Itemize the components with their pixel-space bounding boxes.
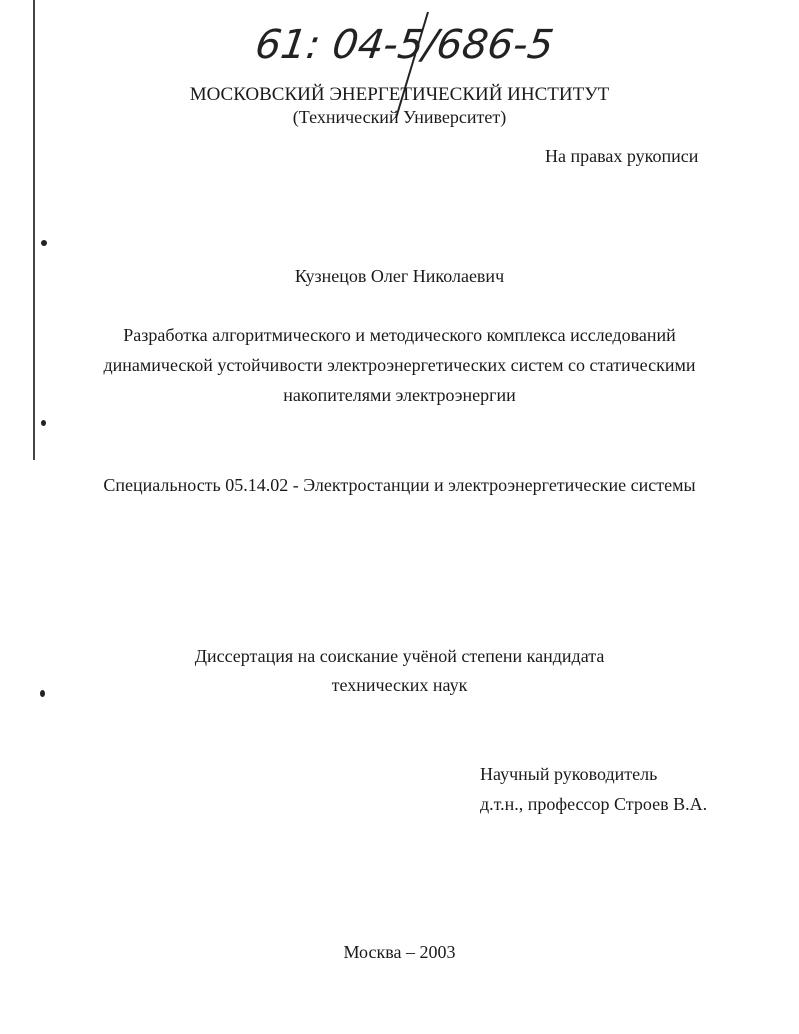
- institute-name: МОСКОВСКИЙ ЭНЕРГЕТИЧЕСКИЙ ИНСТИТУТ: [189, 84, 610, 105]
- degree-line-2: технических наук: [331, 675, 468, 695]
- svg-text:61: 04-5/686-5: 61: 04-5/686-5: [252, 22, 557, 68]
- thesis-title-line-3: накопителями электроэнергии: [283, 385, 516, 405]
- author-name: Кузнецов Олег Николаевич: [294, 266, 505, 286]
- rights-note: На правах рукописи: [545, 146, 699, 166]
- place-year: Москва – 2003: [343, 942, 456, 962]
- supervisor-name: д.т.н., профессор Строев В.А.: [480, 794, 708, 814]
- specialty: Специальность 05.14.02 - Электростанции и электроэнергетические системы: [103, 475, 696, 495]
- thesis-title-line-2: динамической устойчивости электроэнергетических систем со статическими: [103, 355, 696, 375]
- degree-line-1: Диссертация на соискание учёной степени кандидата: [194, 646, 605, 666]
- scan-dot: [41, 420, 46, 426]
- supervisor-label: Научный руководитель: [480, 764, 658, 784]
- scan-dot: [41, 240, 47, 246]
- institute-subtitle: (Технический Университет): [292, 107, 507, 127]
- thesis-title-line-1: Разработка алгоритмического и методического комплекса исследований: [123, 325, 676, 345]
